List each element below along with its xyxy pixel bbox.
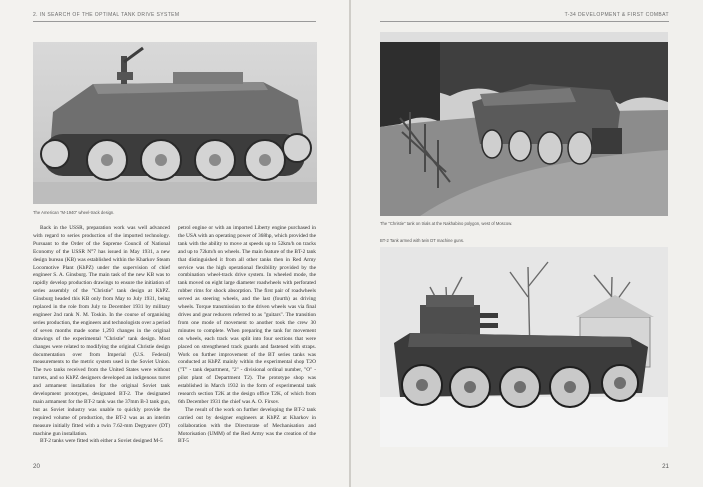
right-top-caption: The "Christie" tank on trials at the Nakhabino polygon, west of Moscow. [380, 221, 513, 226]
page-number-left: 20 [33, 463, 40, 470]
body-paragraph: petrol engine or with an imported Liberty engine purchased in the USA with an operating power of 368hp, which provided the tank with the ability to move at speeds up to 52km/h on tracks and up to 72km/h on wheels. The main feature of the BT-2 tank that distinguished it from all other tanks then in Red Army service was the high operational flexibility provided by the combination wheel-track drive system. In wheeled mode, the tank moved on eight large diameter roadwheels with perforated rubber rims for shock absorption. The first pair of roadwheels served as steering wheels, and the last (fourth) as driving wheels. Torque transmission to the driven wheels was via final drives and gear reducers referred to as "guitars". The transition from one mode of movement to another took the crew 30 minutes to complete. When preparing the tank for movement on wheels, each track was split into four sections that were placed on strengthened track guards and fastened with straps. Work on further improvement of the BT series tanks was conducted at KhPZ mainly within the experimental shop T2O ("T" - tank department, "2" - divisional ordinal number, "O" - pilot plant of Department T2). The prototype shop was established in March 1932 in the form of experimental tank research section T2K at the design office T2K, of which from 6th December 1931 the chief was A. O. Firsov. [178, 225, 316, 405]
left-running-head: 2. IN SEARCH OF THE OPTIMAL TANK DRIVE SYSTEM [33, 12, 180, 18]
left-column-1 [33, 225, 170, 446]
left-page [0, 0, 349, 487]
left-photo-caption: The American "M-1940" wheel-track design. [33, 210, 115, 215]
photo-bt2-tank-snow [380, 247, 668, 447]
body-paragraph: The result of the work on further developing the BT-2 tank carried out by designer engineers at KhPZ at Kharkov in collaboration with the Directorate of Mechanisation and Motorisation (UMM) of the Red Army was the creation of the BT-5 [178, 406, 316, 445]
right-bottom-caption: BT-2 Tank armed with twin DT machine guns. [380, 238, 465, 243]
page-number-right: 21 [662, 463, 669, 470]
left-header-rule [33, 21, 316, 22]
photo-m1940-tank [33, 42, 317, 204]
photo-christie-trials [380, 32, 668, 216]
right-header-rule [380, 21, 669, 22]
left-column-2 [178, 225, 316, 446]
body-paragraph: BT-2 tanks were fitted with either a Soviet designed M-5 [40, 438, 163, 445]
right-page [351, 0, 703, 487]
body-paragraph: Back in the USSR, preparation work was well advanced with regard to series production of the imported technology. Pursuant to the Order of the Supreme Council of National Economy of the USSR N°7 has issued in May 1931, a new design bureau (KB) was established within the Kharkov Steam Locomotive Plant (KhPZ) under the supervision of chief engineer S. A. Ginsburg. The main task of the new KB was to rapidly develop production drawings to ensure the initiation of series assembly of the "Christie" tank design at KhPZ. Ginsburg headed this KB only from May to July 1931, being replaced in the role from July to December 1931 by military engineer 2nd rank N. M. Toskin. In the course of organising series production, the engineers and technologists over a period of seven months made some 1,293 changes in the original drawings of the experimental "Christie" tank design. Most changes were related to modifying the original Christie design documentation over from Imperial (U.S. Federal) measurements to the metric system used in the Soviet Union. The two tanks received from the United States were without turrets, and so KhPZ designers developed an indigenous turret and armament installation for the original Soviet tank development prototypes, designated BT-2. The designated main armament for the BT-2 tank was the 37mm B-3 tank gun, but as Soviet industry was unable to quickly provide the required volume of production, the BT-2 was as an interim measure initially fitted with a twin 7.62-mm Degtyarev (DT) machine gun installation. [33, 225, 170, 437]
right-running-head: T-34 DEVELOPMENT & FIRST COMBAT [564, 12, 669, 18]
